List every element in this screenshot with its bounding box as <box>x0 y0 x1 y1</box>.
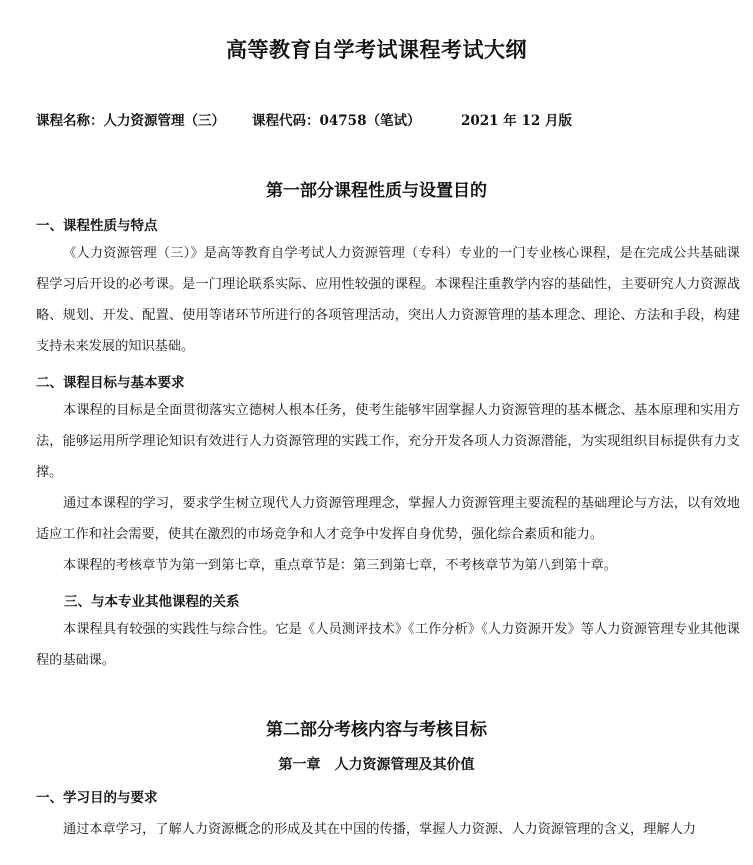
course-name: 课程名称：人力资源管理（三） <box>36 113 225 129</box>
course-code: 课程代码：04758（笔试） <box>252 113 421 129</box>
course-meta <box>36 109 572 129</box>
part1-sec3-para <box>36 614 740 676</box>
part1-sec1-heading: 一、课程性质与特点 <box>36 218 158 234</box>
part2-sec1-para: 通过本章学习，了解人力资源概念的形成及其在中国的传播，掌握人力资源、人力资源管理的含义，理解人力 <box>63 822 696 837</box>
paragraph: 通过本课程的学习，要求学生树立现代人力资源管理理念，掌握人力资源管理主要流程的基础理论与方法，以有效地适应工作和社会需要，使其在激烈的市场竞争和人才竞争中发挥自身优势，强化综合素质和能力。 <box>36 496 740 542</box>
part1-heading: 第一部分课程性质与设置目的 <box>266 181 487 201</box>
paragraph: 本课程具有较强的实践性与综合性。它是《人员测评技术》《工作分析》《人力资源开发》等人力资源管理专业其他课程的基础课。 <box>36 622 740 668</box>
part2-heading: 第二部分考核内容与考核目标 <box>266 720 487 740</box>
part1-sec1-para <box>36 238 740 362</box>
part1-sec3-heading: 三、与本专业其他课程的关系 <box>64 594 240 610</box>
paragraph: 《人力资源管理（三）》是高等教育自学考试人力资源管理（专科）专业的一门专业核心课程，是在完成公共基础课程学习后开设的必考课。是一门理论联系实际、应用性较强的课程。本课程注重教学内容的基础性，主要研究人力资源战略、规划、开发、配置、使用等诸环节所进行的各项管理活动，突出人力资源管理的基本理念、理论、方法和手段，构建支持未来发展的知识基础。 <box>36 246 740 354</box>
document-title: 高等教育自学考试课程考试大纲 <box>226 37 527 62</box>
part1-sec2-heading: 二、课程目标与基本要求 <box>36 375 185 391</box>
paragraph: 本课程的考核章节为第一到第七章，重点章节是：第三到第七章，不考核章节为第八到第十章。 <box>63 558 617 573</box>
chapter-heading: 第一章 人力资源管理及其价值 <box>278 757 475 773</box>
paragraph: 本课程的目标是全面贯彻落实立德树人根本任务，使考生能够牢固掌握人力资源管理的基本概念、基本原理和实用方法，能够运用所学理论知识有效进行人力资源管理的实践工作，充分开发各项人力资源潜能，为实现组织目标提供有力支撑。 <box>36 403 740 480</box>
part1-sec2-paras <box>36 395 740 581</box>
edition: 2021 年 12 月版 <box>461 113 572 129</box>
part2-sec1-heading: 一、学习目的与要求 <box>36 790 158 806</box>
